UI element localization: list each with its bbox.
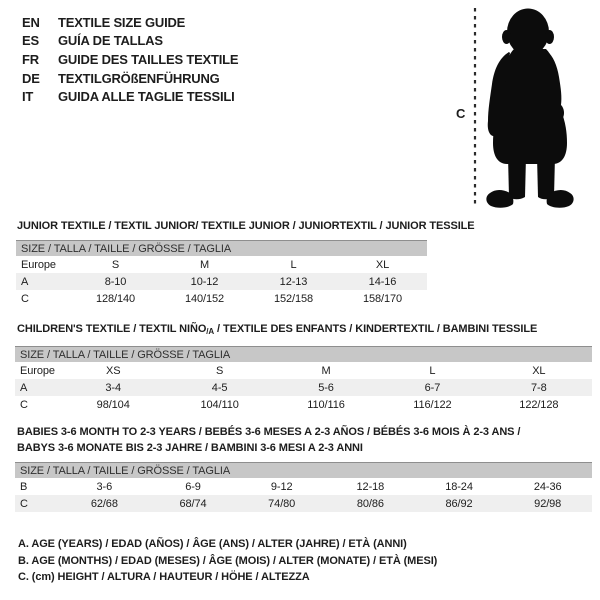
lang-code: FR	[22, 51, 39, 67]
lang-row-it	[22, 87, 238, 106]
height-cell: 98/104	[96, 398, 130, 411]
babies-title-line2: BABYS 3-6 MONATE BIS 2-3 JAHRE / BAMBINI 3-6 MESI A 2-3 ANNI	[17, 442, 363, 454]
height-cell: 152/158	[273, 292, 314, 305]
lang-row-es	[22, 32, 238, 51]
legend-block	[18, 536, 437, 586]
age-cell: 7-8	[531, 381, 547, 394]
row-label: C	[20, 398, 28, 411]
row-label: B	[20, 480, 28, 493]
babies-title-line1: BABIES 3-6 MONTH TO 2-3 YEARS / BEBÉS 3-6 MESES A 2-3 AÑOS / BÉBÉS 3-6 MOIS À 2-3 ANS /	[17, 426, 521, 438]
table-row-height	[15, 495, 592, 512]
lang-title: TEXTILGRÖßENFÜHRUNG	[58, 70, 220, 86]
size-cell: XL	[532, 364, 546, 377]
months-cell: 3-6	[96, 480, 113, 493]
table-row-height	[15, 396, 592, 413]
size-cell: S	[215, 364, 224, 377]
height-cell: 110/116	[307, 398, 345, 411]
table-row-age	[16, 273, 427, 290]
age-cell: 5-6	[318, 381, 334, 394]
height-figure	[450, 4, 580, 212]
table-row-age	[15, 379, 592, 396]
children-table-title	[17, 321, 537, 340]
language-title-block	[22, 13, 238, 106]
row-label: Europe	[20, 364, 55, 377]
lang-title: GUIDA ALLE TAGLIE TESSILI	[58, 89, 235, 105]
lang-code: ES	[22, 33, 39, 49]
size-cell: M	[321, 364, 331, 377]
months-cell: 12-18	[356, 480, 385, 493]
legend-line-a: A. AGE (YEARS) / EDAD (AÑOS) / ÂGE (ANS) / ALTER (JAHRE) / ETÀ (ANNI)	[18, 538, 407, 550]
junior-size-table	[16, 240, 427, 307]
months-cell: 24-36	[533, 480, 562, 493]
age-cell: 8-10	[104, 275, 127, 288]
size-header-label: SIZE / TALLA / TAILLE / GRÖSSE / TAGLIA	[21, 242, 232, 255]
row-label: A	[20, 381, 28, 394]
lang-code: DE	[22, 70, 40, 86]
height-cell: 128/140	[95, 292, 136, 305]
table-row-height	[16, 290, 427, 307]
lang-code: IT	[22, 89, 34, 105]
junior-table-title: JUNIOR TEXTILE / TEXTIL JUNIOR/ TEXTILE JUNIOR / JUNIORTEXTIL / JUNIOR TESSILE	[17, 220, 475, 232]
table-header-bar	[15, 346, 592, 362]
size-cell: S	[111, 258, 120, 271]
size-cell: L	[429, 364, 436, 377]
children-title-sub: /A	[206, 327, 215, 336]
size-cell: XL	[375, 258, 390, 271]
age-cell: 3-4	[105, 381, 121, 394]
height-cell: 92/98	[534, 497, 562, 510]
children-title-post: / TEXTILE DES ENFANTS / KINDERTEXTIL / BAMBINI TESSILE	[214, 323, 538, 335]
lang-title: GUIDE DES TAILLES TEXTILE	[58, 51, 239, 67]
age-cell: 10-12	[190, 275, 219, 288]
height-cell: 122/128	[519, 398, 559, 411]
legend-line-b: B. AGE (MONTHS) / EDAD (MESES) / ÂGE (MOIS) / ALTER (MONATE) / ETÀ (MESI)	[18, 554, 438, 567]
lang-row-de	[22, 69, 238, 88]
height-cell: 104/110	[200, 398, 239, 411]
table-row-europe	[16, 256, 427, 273]
months-cell: 9-12	[270, 480, 293, 493]
lang-title: GUÍA DE TALLAS	[58, 33, 163, 49]
height-cell: 116/122	[413, 398, 452, 411]
age-cell: 12-13	[279, 275, 308, 288]
height-cell: 86/92	[445, 497, 473, 510]
baby-silhouette	[486, 9, 573, 208]
children-title-pre: CHILDREN'S TEXTILE / TEXTIL NIÑO	[17, 323, 207, 335]
age-cell: 14-16	[368, 275, 397, 288]
size-cell: L	[290, 258, 297, 271]
row-label: C	[21, 292, 29, 305]
height-cell: 80/86	[356, 497, 384, 510]
babies-size-table	[15, 462, 592, 512]
table-header-bar	[15, 462, 592, 478]
row-label: A	[21, 275, 29, 288]
lang-row-en	[22, 13, 238, 32]
lang-code: EN	[22, 14, 40, 30]
babies-table-title	[17, 424, 520, 456]
height-cell: 74/80	[268, 497, 296, 510]
lang-row-fr	[22, 50, 238, 69]
months-cell: 18-24	[445, 480, 473, 493]
baby-silhouette-icon	[450, 4, 580, 212]
height-measure-label: C	[456, 106, 466, 121]
height-cell: 62/68	[90, 497, 118, 510]
legend-line-c: C. (cm) HEIGHT / ALTURA / HAUTEUR / HÖHE / ALTEZZA	[18, 571, 310, 583]
size-header-label: SIZE / TALLA / TAILLE / GRÖSSE / TAGLIA	[20, 348, 231, 361]
height-cell: 68/74	[179, 497, 207, 510]
table-row-months	[15, 478, 592, 495]
months-cell: 6-9	[185, 480, 201, 493]
age-cell: 4-5	[211, 381, 228, 394]
table-row-europe	[15, 362, 592, 379]
age-cell: 6-7	[424, 381, 441, 394]
table-header-bar	[16, 240, 427, 256]
lang-title: TEXTILE SIZE GUIDE	[58, 14, 186, 30]
size-cell: XS	[105, 364, 121, 377]
row-label: C	[20, 497, 28, 510]
size-header-label: SIZE / TALLA / TAILLE / GRÖSSE / TAGLIA	[20, 464, 231, 477]
height-cell: 140/152	[184, 292, 225, 305]
row-label: Europe	[21, 258, 56, 271]
size-cell: M	[199, 258, 210, 271]
children-size-table	[15, 346, 592, 413]
height-cell: 158/170	[362, 292, 403, 305]
